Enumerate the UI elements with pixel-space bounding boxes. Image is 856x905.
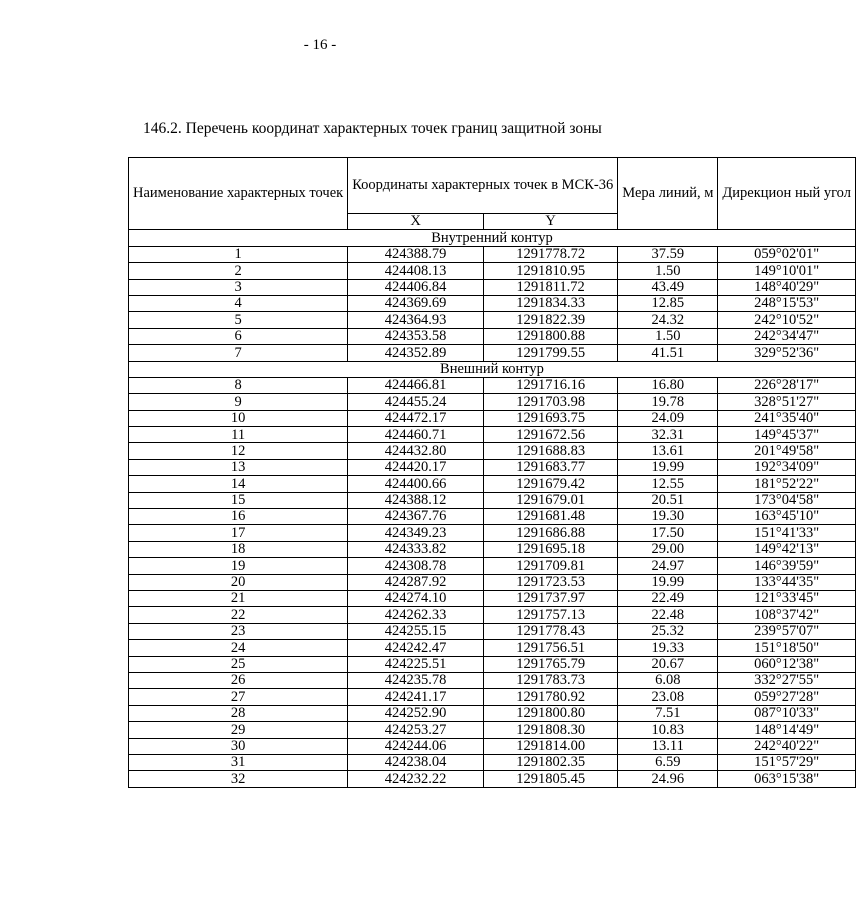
cell-y: 1291716.16: [484, 377, 618, 393]
cell-x: 424244.06: [348, 738, 484, 754]
cell-direction-angle: 242°10'52": [718, 312, 856, 328]
table-row: [129, 656, 856, 672]
cell-direction-angle: 201°49'58": [718, 443, 856, 459]
cell-point-number: 19: [129, 558, 348, 574]
table-row: [129, 722, 856, 738]
cell-line-length: 6.59: [618, 754, 718, 770]
coordinates-table: [128, 157, 856, 788]
cell-y: 1291778.43: [484, 623, 618, 639]
cell-point-number: 8: [129, 377, 348, 393]
cell-direction-angle: 148°40'29": [718, 279, 856, 295]
cell-x: 424432.80: [348, 443, 484, 459]
cell-direction-angle: 059°02'01": [718, 246, 856, 262]
cell-line-length: 22.48: [618, 607, 718, 623]
table-row: [129, 476, 856, 492]
cell-y: 1291756.51: [484, 640, 618, 656]
table-row: [129, 443, 856, 459]
cell-x: 424369.69: [348, 295, 484, 311]
cell-x: 424408.13: [348, 263, 484, 279]
section-row: [129, 361, 856, 377]
cell-x: 424388.79: [348, 246, 484, 262]
cell-x: 424255.15: [348, 623, 484, 639]
cell-line-length: 19.99: [618, 459, 718, 475]
cell-x: 424287.92: [348, 574, 484, 590]
cell-line-length: 17.50: [618, 525, 718, 541]
cell-y: 1291783.73: [484, 672, 618, 688]
cell-point-number: 23: [129, 623, 348, 639]
cell-x: 424388.12: [348, 492, 484, 508]
cell-y: 1291808.30: [484, 722, 618, 738]
table-body: [129, 230, 856, 787]
cell-y: 1291757.13: [484, 607, 618, 623]
table-row: [129, 410, 856, 426]
cell-line-length: 7.51: [618, 705, 718, 721]
cell-direction-angle: 146°39'59": [718, 558, 856, 574]
cell-line-length: 25.32: [618, 623, 718, 639]
table-row: [129, 771, 856, 787]
cell-x: 424274.10: [348, 590, 484, 606]
cell-y: 1291703.98: [484, 394, 618, 410]
cell-point-number: 2: [129, 263, 348, 279]
cell-direction-angle: 149°10'01": [718, 263, 856, 279]
page-number: - 16 -: [303, 37, 337, 53]
cell-line-length: 19.33: [618, 640, 718, 656]
header-point-name: Наименование характерных точек: [129, 158, 348, 230]
cell-point-number: 27: [129, 689, 348, 705]
cell-point-number: 7: [129, 345, 348, 361]
cell-x: 424400.66: [348, 476, 484, 492]
header-line-length: Мера линий, м: [618, 158, 718, 230]
cell-line-length: 22.49: [618, 590, 718, 606]
table-row: [129, 705, 856, 721]
cell-line-length: 43.49: [618, 279, 718, 295]
cell-direction-angle: 328°51'27": [718, 394, 856, 410]
cell-point-number: 24: [129, 640, 348, 656]
cell-point-number: 18: [129, 541, 348, 557]
cell-x: 424253.27: [348, 722, 484, 738]
cell-line-length: 19.78: [618, 394, 718, 410]
section-row: [129, 230, 856, 246]
cell-line-length: 12.85: [618, 295, 718, 311]
cell-line-length: 13.11: [618, 738, 718, 754]
table-row: [129, 558, 856, 574]
table-title: 146.2. Перечень координат характерных точек границ защитной зоны: [143, 120, 602, 137]
cell-direction-angle: 108°37'42": [718, 607, 856, 623]
cell-x: 424466.81: [348, 377, 484, 393]
cell-x: 424232.22: [348, 771, 484, 787]
cell-point-number: 21: [129, 590, 348, 606]
cell-point-number: 28: [129, 705, 348, 721]
table-row: [129, 754, 856, 770]
cell-line-length: 32.31: [618, 427, 718, 443]
cell-direction-angle: 241°35'40": [718, 410, 856, 426]
cell-point-number: 1: [129, 246, 348, 262]
cell-point-number: 22: [129, 607, 348, 623]
cell-line-length: 37.59: [618, 246, 718, 262]
cell-direction-angle: 151°41'33": [718, 525, 856, 541]
cell-direction-angle: 133°44'35": [718, 574, 856, 590]
table-row: [129, 459, 856, 475]
cell-point-number: 30: [129, 738, 348, 754]
cell-y: 1291672.56: [484, 427, 618, 443]
cell-x: 424333.82: [348, 541, 484, 557]
cell-y: 1291695.18: [484, 541, 618, 557]
cell-line-length: 13.61: [618, 443, 718, 459]
cell-y: 1291709.81: [484, 558, 618, 574]
cell-direction-angle: 181°52'22": [718, 476, 856, 492]
cell-line-length: 20.67: [618, 656, 718, 672]
cell-line-length: 23.08: [618, 689, 718, 705]
cell-line-length: 24.96: [618, 771, 718, 787]
cell-line-length: 1.50: [618, 263, 718, 279]
cell-direction-angle: 192°34'09": [718, 459, 856, 475]
cell-point-number: 29: [129, 722, 348, 738]
cell-point-number: 15: [129, 492, 348, 508]
cell-point-number: 13: [129, 459, 348, 475]
cell-direction-angle: 242°40'22": [718, 738, 856, 754]
cell-point-number: 32: [129, 771, 348, 787]
cell-y: 1291737.97: [484, 590, 618, 606]
cell-x: 424349.23: [348, 525, 484, 541]
cell-direction-angle: 059°27'28": [718, 689, 856, 705]
cell-x: 424406.84: [348, 279, 484, 295]
cell-y: 1291679.01: [484, 492, 618, 508]
table-row: [129, 263, 856, 279]
cell-line-length: 1.50: [618, 328, 718, 344]
cell-point-number: 4: [129, 295, 348, 311]
table-row: [129, 509, 856, 525]
cell-direction-angle: 149°42'13": [718, 541, 856, 557]
table-row: [129, 541, 856, 557]
cell-direction-angle: 151°18'50": [718, 640, 856, 656]
cell-line-length: 20.51: [618, 492, 718, 508]
cell-y: 1291800.80: [484, 705, 618, 721]
cell-line-length: 16.80: [618, 377, 718, 393]
cell-line-length: 41.51: [618, 345, 718, 361]
header-x: X: [348, 214, 484, 230]
table-row: [129, 689, 856, 705]
cell-line-length: 19.99: [618, 574, 718, 590]
table-row: [129, 246, 856, 262]
header-direction-angle: Дирекцион ный угол: [718, 158, 856, 230]
cell-y: 1291686.88: [484, 525, 618, 541]
table-row: [129, 525, 856, 541]
table-row: [129, 377, 856, 393]
table-row: [129, 492, 856, 508]
table-row: [129, 345, 856, 361]
section-label: Внешний контур: [129, 361, 856, 377]
cell-x: 424364.93: [348, 312, 484, 328]
cell-point-number: 6: [129, 328, 348, 344]
cell-x: 424352.89: [348, 345, 484, 361]
cell-y: 1291688.83: [484, 443, 618, 459]
cell-x: 424420.17: [348, 459, 484, 475]
cell-x: 424367.76: [348, 509, 484, 525]
cell-y: 1291834.33: [484, 295, 618, 311]
table-row: [129, 590, 856, 606]
cell-y: 1291778.72: [484, 246, 618, 262]
cell-x: 424308.78: [348, 558, 484, 574]
table-row: [129, 623, 856, 639]
cell-direction-angle: 226°28'17": [718, 377, 856, 393]
cell-x: 424262.33: [348, 607, 484, 623]
cell-x: 424225.51: [348, 656, 484, 672]
cell-direction-angle: 239°57'07": [718, 623, 856, 639]
cell-direction-angle: 332°27'55": [718, 672, 856, 688]
cell-direction-angle: 163°45'10": [718, 509, 856, 525]
cell-direction-angle: 151°57'29": [718, 754, 856, 770]
cell-y: 1291811.72: [484, 279, 618, 295]
table-row: [129, 738, 856, 754]
cell-point-number: 26: [129, 672, 348, 688]
table-row: [129, 427, 856, 443]
cell-line-length: 12.55: [618, 476, 718, 492]
cell-direction-angle: 242°34'47": [718, 328, 856, 344]
cell-y: 1291805.45: [484, 771, 618, 787]
cell-y: 1291814.00: [484, 738, 618, 754]
cell-y: 1291683.77: [484, 459, 618, 475]
cell-direction-angle: 248°15'53": [718, 295, 856, 311]
cell-line-length: 10.83: [618, 722, 718, 738]
cell-direction-angle: 173°04'58": [718, 492, 856, 508]
cell-y: 1291765.79: [484, 656, 618, 672]
cell-point-number: 12: [129, 443, 348, 459]
cell-direction-angle: 149°45'37": [718, 427, 856, 443]
cell-direction-angle: 121°33'45": [718, 590, 856, 606]
cell-line-length: 24.32: [618, 312, 718, 328]
header-coordinates: Координаты характерных точек в МСК-36: [348, 158, 618, 214]
cell-point-number: 25: [129, 656, 348, 672]
cell-x: 424472.17: [348, 410, 484, 426]
table-row: [129, 607, 856, 623]
cell-y: 1291810.95: [484, 263, 618, 279]
table-row: [129, 312, 856, 328]
table-row: [129, 574, 856, 590]
cell-point-number: 31: [129, 754, 348, 770]
table-row: [129, 672, 856, 688]
cell-line-length: 24.09: [618, 410, 718, 426]
table-row: [129, 279, 856, 295]
cell-x: 424353.58: [348, 328, 484, 344]
cell-line-length: 24.97: [618, 558, 718, 574]
cell-point-number: 3: [129, 279, 348, 295]
table-row: [129, 640, 856, 656]
cell-y: 1291679.42: [484, 476, 618, 492]
cell-y: 1291799.55: [484, 345, 618, 361]
header-y: Y: [484, 214, 618, 230]
cell-direction-angle: 148°14'49": [718, 722, 856, 738]
cell-point-number: 5: [129, 312, 348, 328]
cell-point-number: 20: [129, 574, 348, 590]
cell-line-length: 29.00: [618, 541, 718, 557]
cell-direction-angle: 063°15'38": [718, 771, 856, 787]
cell-y: 1291802.35: [484, 754, 618, 770]
cell-y: 1291780.92: [484, 689, 618, 705]
cell-line-length: 6.08: [618, 672, 718, 688]
cell-x: 424460.71: [348, 427, 484, 443]
section-label: Внутренний контур: [129, 230, 856, 246]
table-row: [129, 328, 856, 344]
cell-point-number: 9: [129, 394, 348, 410]
cell-y: 1291822.39: [484, 312, 618, 328]
cell-line-length: 19.30: [618, 509, 718, 525]
cell-direction-angle: 329°52'36": [718, 345, 856, 361]
table-row: [129, 394, 856, 410]
cell-point-number: 10: [129, 410, 348, 426]
cell-x: 424235.78: [348, 672, 484, 688]
cell-direction-angle: 087°10'33": [718, 705, 856, 721]
cell-direction-angle: 060°12'38": [718, 656, 856, 672]
cell-y: 1291800.88: [484, 328, 618, 344]
cell-point-number: 11: [129, 427, 348, 443]
cell-y: 1291723.53: [484, 574, 618, 590]
cell-x: 424252.90: [348, 705, 484, 721]
cell-point-number: 17: [129, 525, 348, 541]
cell-x: 424242.47: [348, 640, 484, 656]
cell-point-number: 14: [129, 476, 348, 492]
cell-point-number: 16: [129, 509, 348, 525]
cell-x: 424238.04: [348, 754, 484, 770]
cell-x: 424455.24: [348, 394, 484, 410]
cell-y: 1291681.48: [484, 509, 618, 525]
cell-y: 1291693.75: [484, 410, 618, 426]
cell-x: 424241.17: [348, 689, 484, 705]
table-row: [129, 295, 856, 311]
